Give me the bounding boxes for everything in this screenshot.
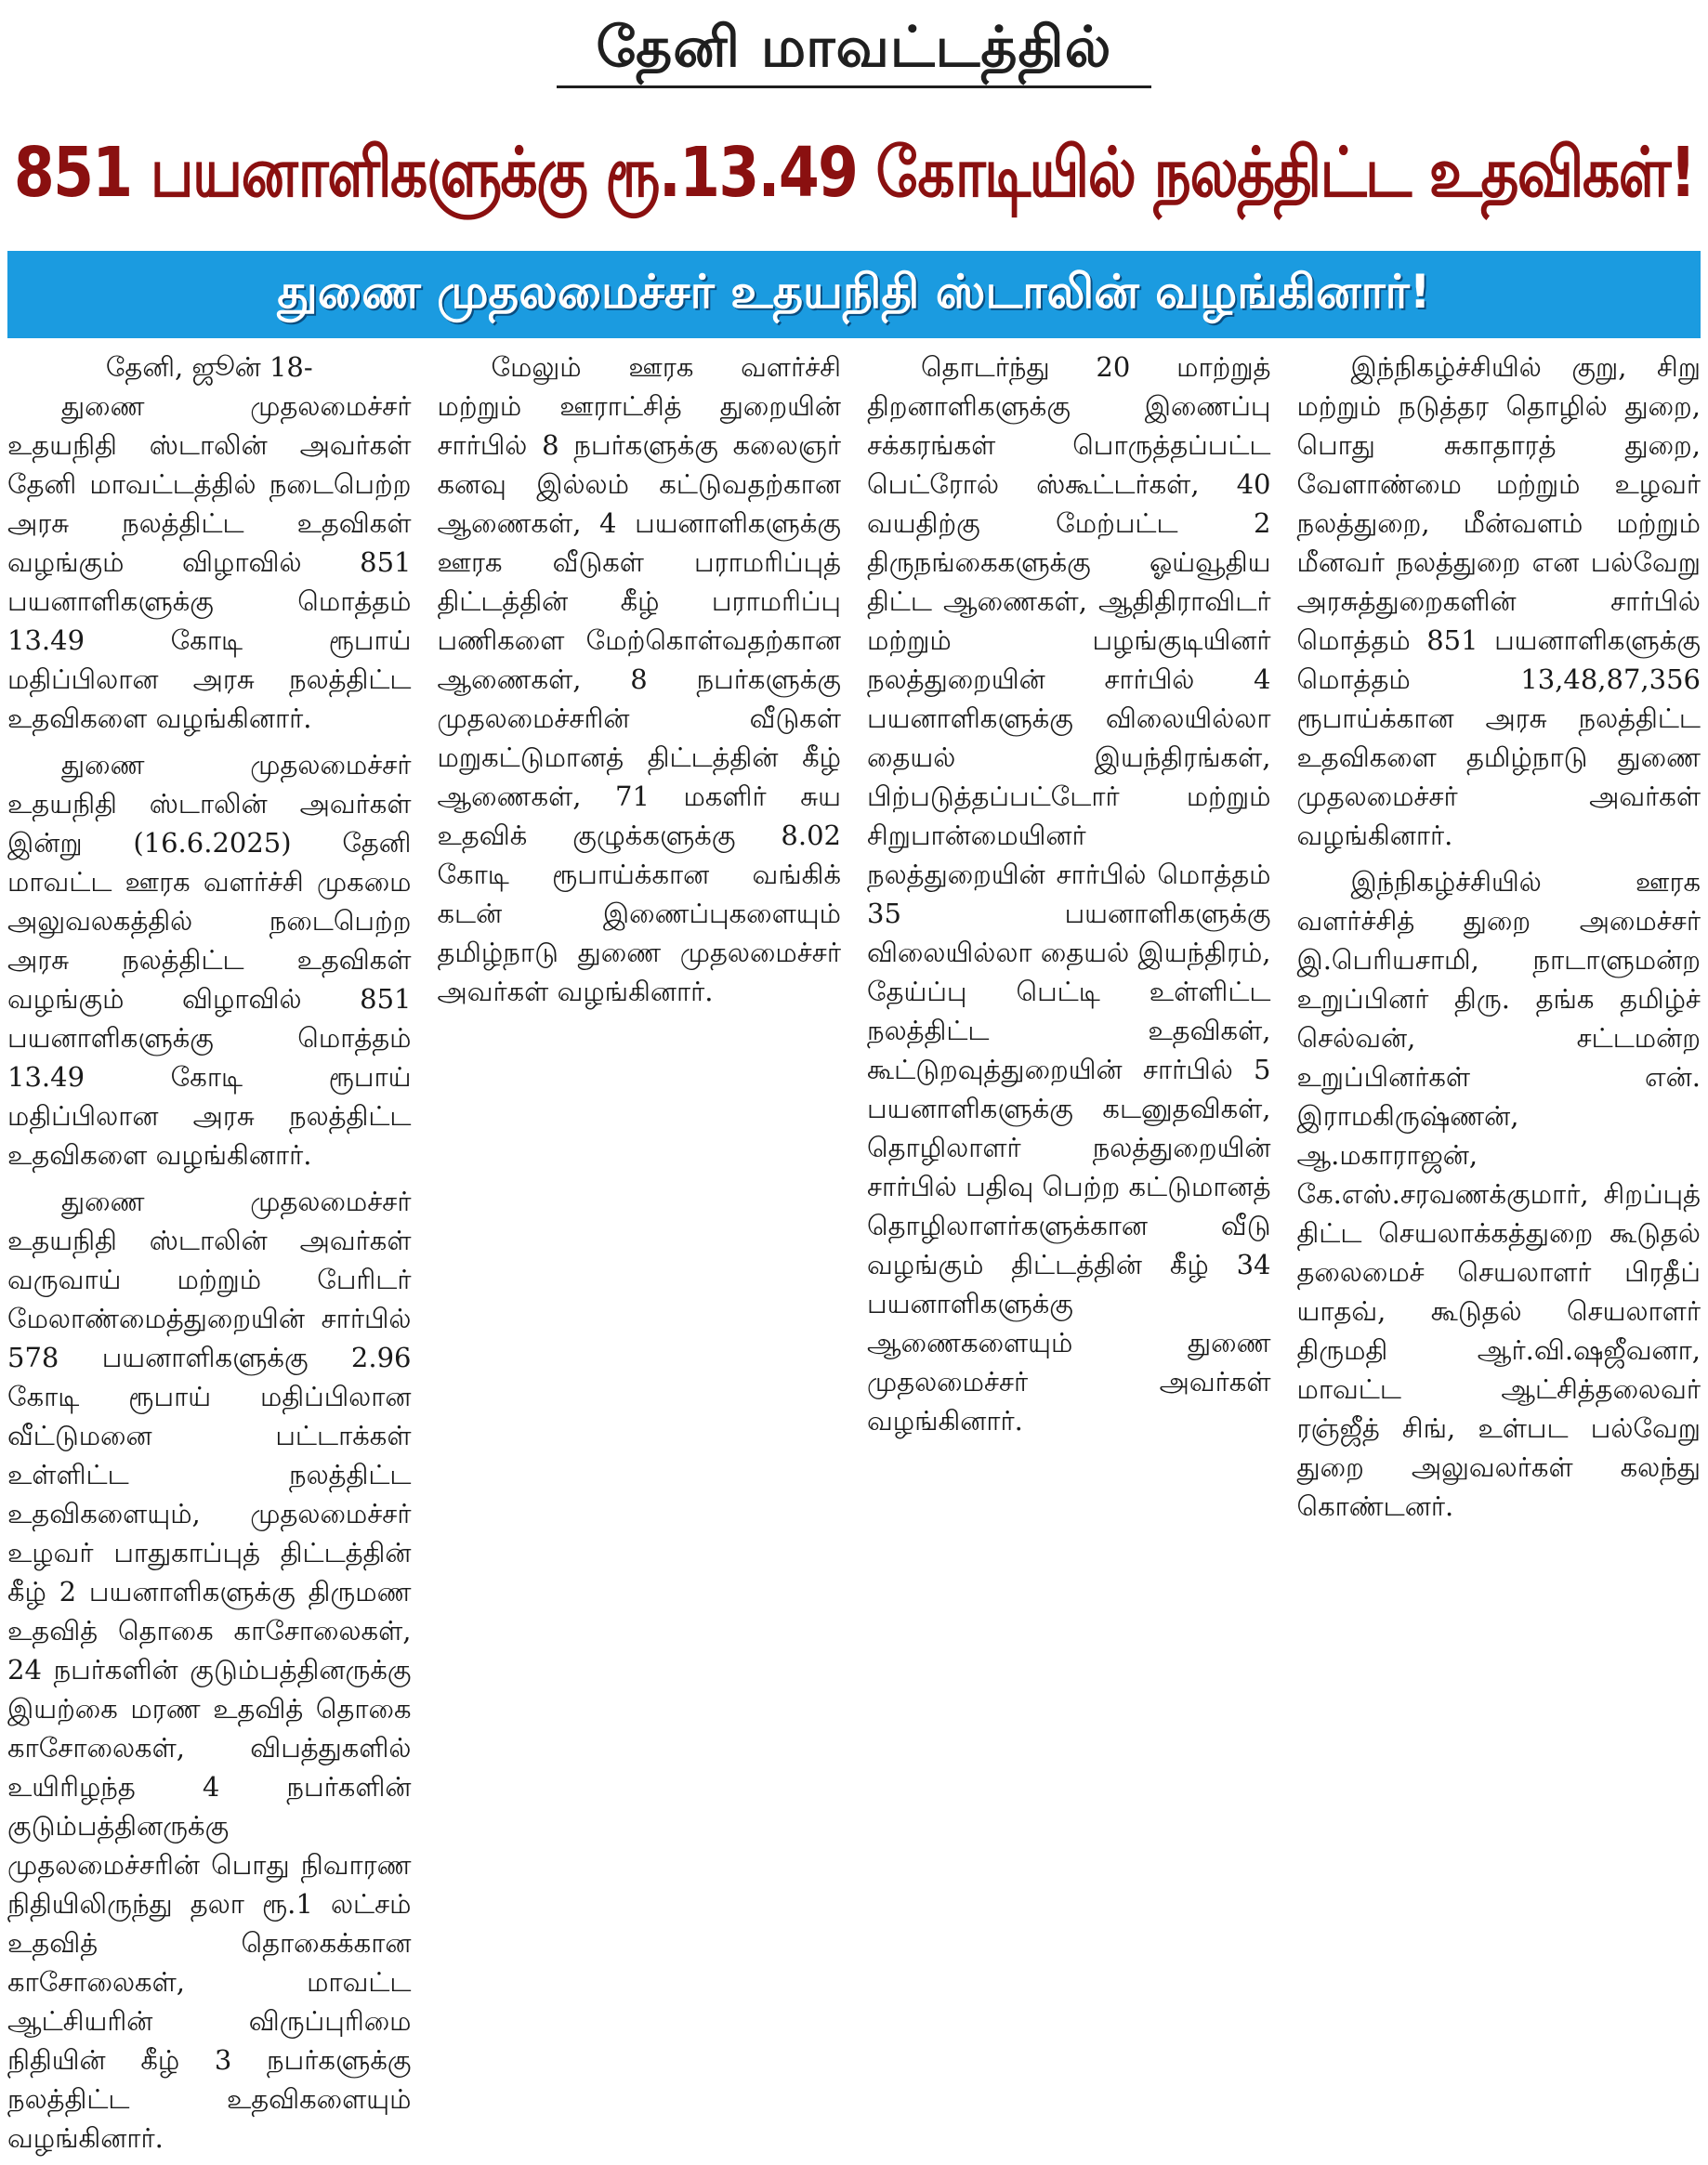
dateline: தேனி, ஜூன் 18- [105,351,313,383]
article-paragraph-1: துணை முதலமைச்சர் உதயநிதி ஸ்டாலின் அவர்கள் தேனி மாவட்டத்தில் நடைபெற்ற அரசு நலத்திட்ட உதவிகள் வழங்கும் விழாவில் 851 பயனாளிகளுக்கு மொத்தம் 13.49 கோடி ரூபாய் மதிப்பிலான அரசு நலத்திட்ட உதவிகளை வழங்கினார். [7,390,412,734]
article-column-2 [438,348,842,2165]
article-body [7,348,1701,2154]
kicker [0,0,1708,104]
headline [0,110,1708,245]
article-paragraph-7: இந்நிகழ்ச்சியில் ஊரக வளர்ச்சித் துறை அமைச்சர் இ.பெரியசாமி, நாடாளுமன்ற உறுப்பினர் திரு. தங்க தமிழ்ச் செல்வன், சட்டமன்ற உறுப்பினர்கள் என். இராமகிருஷ்ணன், ஆ.மகாராஜன், கே.எஸ்.சரவணக்குமார், சிறப்புத் திட்ட செயலாக்கத்துறை கூடுதல் தலைமைச் செயலாளர் பிரதீப் யாதவ், கூடுதல் செயலாளர் திருமதி ஆர்.வி.ஷஜீவனா, மாவட்ட ஆட்சித்தலைவர் ரஞ்ஜீத் சிங், உள்பட பல்வேறு துறை அலுவலர்கள் கலந்து கொண்டனர். [1296,866,1701,1522]
headline-text: 851 பயனாளிகளுக்கு ரூ.13.49 கோடியில் நலத்திட்ட உதவிகள்! [13,133,1695,213]
subheadline-text: துணை முதலமைச்சர் உதயநிதி ஸ்டாலின் வழங்கினார்! [277,264,1431,319]
article-paragraph-2: துணை முதலமைச்சர் உதயநிதி ஸ்டாலின் அவர்கள் இன்று (16.6.2025) தேனி மாவட்ட ஊரக வளர்ச்சி முகமை அலுவலகத்தில் நடைபெற்ற அரசு நலத்திட்ட உதவிகள் வழங்கும் விழாவில் 851 பயனாளிகளுக்கு மொத்தம் 13.49 கோடி ரூபாய் மதிப்பிலான அரசு நலத்திட்ட உதவிகளை வழங்கினார். [7,749,412,1171]
kicker-underline [557,85,1151,88]
article-paragraph-4: மேலும் ஊரக வளர்ச்சி மற்றும் ஊராட்சித் துறையின் சார்பில் 8 நபர்களுக்கு கலைஞர் கனவு இல்லம் கட்டுவதற்கான ஆணைகள், 4 பயனாளிகளுக்கு ஊரக வீடுகள் பராமரிப்புத் திட்டத்தின் கீழ் பராமரிப்பு பணிகளை மேற்கொள்வதற்கான ஆணைகள், 8 நபர்களுக்கு முதலமைச்சரின் வீடுகள் மறுகட்டுமானத் திட்டத்தின் கீழ் ஆணைகள், 71 மகளிர் சுய உதவிக் குழுக்களுக்கு 8.02 கோடி ரூபாய்க்கான வங்கிக் கடன் இணைப்புகளையும் தமிழ்நாடு துணை முதலமைச்சர் அவர்கள் வழங்கினார். [437,351,841,1007]
article-column-4 [1297,348,1701,2165]
article-paragraph-5: தொடர்ந்து 20 மாற்றுத் திறனாளிகளுக்கு இணைப்பு சக்கரங்கள் பொருத்தப்பட்ட பெட்ரோல் ஸ்கூட்டர்கள், 40 வயதிற்கு மேற்பட்ட 2 திருநங்கைகளுக்கு ஓய்வூதிய திட்ட ஆணைகள், ஆதிதிராவிடர் மற்றும் பழங்குடியினர் நலத்துறையின் சார்பில் 4 பயனாளிகளுக்கு விலையில்லா தையல் இயந்திரங்கள், பிற்படுத்தப்பட்டோர் மற்றும் சிறுபான்மையினர் நலத்துறையின் சார்பில் மொத்தம் 35 பயனாளிகளுக்கு விலையில்லா தையல் இயந்திரம், தேய்ப்பு பெட்டி உள்ளிட்ட நலத்திட்ட உதவிகள், கூட்டுறவுத்துறையின் சார்பில் 5 பயனாளிகளுக்கு கடனுதவிகள், தொழிலாளர் நலத்துறையின் சார்பில் பதிவு பெற்ற கட்டுமானத் தொழிலாளர்களுக்கான வீடு வழங்கும் திட்டத்தின் கீழ் 34 பயனாளிகளுக்கு ஆணைகளையும் துணை முதலமைச்சர் அவர்கள் வழங்கினார். [867,351,1271,1437]
article-paragraph-3: துணை முதலமைச்சர் உதயநிதி ஸ்டாலின் அவர்கள் வருவாய் மற்றும் பேரிடர் மேலாண்மைத்துறையின் சார்பில் 578 பயனாளிகளுக்கு 2.96 கோடி ரூபாய் மதிப்பிலான வீட்டுமனை பட்டாக்கள் உள்ளிட்ட நலத்திட்ட உதவிகளையும், முதலமைச்சர் உழவர் பாதுகாப்புத் திட்டத்தின் கீழ் 2 பயனாளிகளுக்கு திருமண உதவித் தொகை காசோலைகள், 24 நபர்களின் குடும்பத்தினருக்கு இயற்கை மரண உதவித் தொகை காசோலைகள், விபத்துகளில் உயிரிழந்த 4 நபர்களின் குடும்பத்தினருக்கு முதலமைச்சரின் பொது நிவாரண நிதியிலிருந்து தலா ரூ.1 லட்சம் உதவித் தொகைக்கான காசோலைகள், மாவட்ட ஆட்சியரின் விருப்புரிமை நிதியின் கீழ் 3 நபர்களுக்கு நலத்திட்ட உதவிகளையும் வழங்கினார். [7,1186,412,2154]
article-paragraph-6: இந்நிகழ்ச்சியில் குறு, சிறு மற்றும் நடுத்தர தொழில் துறை, பொது சுகாதாரத் துறை, வேளாண்மை மற்றும் உழவர் நலத்துறை, மீன்வளம் மற்றும் மீனவர் நலத்துறை என பல்வேறு அரசுத்துறைகளின் சார்பில் மொத்தம் 851 பயனாளிகளுக்கு மொத்தம் 13,48,87,356 ரூபாய்க்கான அரசு நலத்திட்ட உதவிகளை தமிழ்நாடு துணை முதலமைச்சர் அவர்கள் வழங்கினார். [1296,351,1701,851]
article-column-1 [7,348,412,2165]
article-column-3 [867,348,1271,2165]
subheadline-band [7,251,1701,338]
kicker-title: தேனி மாவட்டத்தில் [596,15,1112,80]
